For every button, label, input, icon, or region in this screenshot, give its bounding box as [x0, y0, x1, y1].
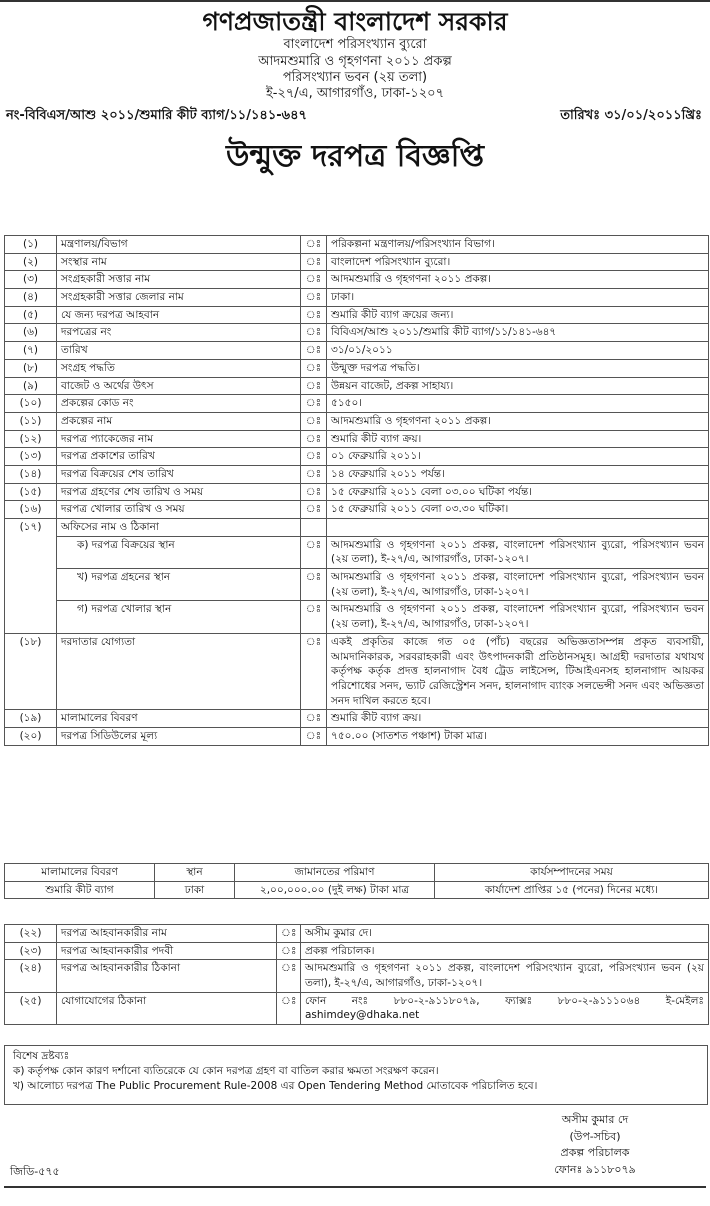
row-label: সংগ্রহকারী সত্তার নাম: [57, 271, 301, 289]
top-rule: [0, 0, 710, 2]
row-label: তারিখ: [57, 342, 301, 360]
row-number: (১৮): [5, 633, 57, 709]
row-label: দরপত্র সিডিউলের মূল্য: [57, 727, 301, 745]
table-row: [5, 342, 709, 360]
signatory-designation: প্রকল্প পরিচালক: [560, 1146, 630, 1159]
row-label: প্রকল্পের কোড নং: [57, 395, 301, 413]
row-separator: ঃ: [301, 465, 327, 483]
row-label: বাজেট ও অর্থের উৎস: [57, 377, 301, 395]
row-number: (১৭): [5, 519, 57, 634]
table-row: [5, 236, 709, 254]
row-number: (৮): [5, 359, 57, 377]
row-separator: ঃ: [277, 960, 301, 992]
row-label: দরপত্রের নং: [57, 324, 301, 342]
row-separator: ঃ: [301, 727, 327, 745]
row-number: (২৩): [5, 942, 57, 960]
header-line-4: ই-২৭/এ, আগারগাঁও, ঢাকা-১২০৭: [265, 86, 445, 101]
row-separator: ঃ: [301, 324, 327, 342]
row-number: (১২): [5, 430, 57, 448]
sub-row-label: খ) দরপত্র গ্রহনের স্থান: [57, 569, 301, 601]
goods-security: ২,০০,০০০.০০ (দুই লক্ষ) টাকা মাত্র: [235, 881, 435, 899]
signature-block: [520, 1112, 670, 1178]
row-value: আদমশুমারি ও গৃহগণনা ২০১১ প্রকল্প, বাংলাদেশ পরিসংখ্যান ব্যুরো, পরিসংখ্যান ভবন (২য় তলা), ই-২৭/এ, আগারগাঁও, ঢাকা-১২০৭।: [301, 960, 709, 992]
row-separator: ঃ: [301, 412, 327, 430]
row-value: প্রকল্প পরিচালক।: [301, 942, 709, 960]
row-value: অসীম কুমার দে।: [301, 925, 709, 943]
row-value: ০১ ফেব্রুয়ারি ২০১১।: [327, 448, 709, 466]
table-row: [5, 377, 709, 395]
row-value: ১৪ ফেব্রুয়ারি ২০১১ পর্যন্ত।: [327, 465, 709, 483]
row-value: ১৫ ফেব্রুয়ারি ২০১১ বেলা ০৩.০০ ঘটিকা পর্যন্ত।: [327, 483, 709, 501]
row-label: সংগ্রহকারী সত্তার জেলার নাম: [57, 289, 301, 307]
bottom-rule: [4, 1186, 706, 1188]
row-separator: ঃ: [301, 289, 327, 307]
row-separator: ঃ: [301, 306, 327, 324]
sub-row: [5, 536, 709, 568]
gd-number: জিডি-৫৭৫: [10, 1165, 60, 1178]
signatory-name: অসীম কুমার দে: [561, 1113, 629, 1126]
row-separator: ঃ: [301, 342, 327, 360]
row-value: শুমারি কীট ব্যাগ ক্রয়ের জন্য।: [327, 306, 709, 324]
goods-time: কার্যাদেশ প্রাপ্তির ১৫ (পনের) দিনের মধ্যে।: [435, 881, 709, 899]
row-separator: ঃ: [277, 925, 301, 943]
goods-header-security: জামানতের পরিমাণ: [235, 864, 435, 882]
row-number: (১): [5, 236, 57, 254]
notice-title: উন্মুক্ত দরপত্র বিজ্ঞপ্তি: [225, 139, 484, 175]
goods-header-time: কার্যসম্পাদনের সময়: [435, 864, 709, 882]
notes-title: বিশেষ দ্রষ্টব্যঃ: [13, 1050, 70, 1062]
table-row: [5, 992, 709, 1024]
sub-row-label: ক) দরপত্র বিক্রয়ের স্থান: [57, 536, 301, 568]
row-label: দরপত্র আহবানকারীর পদবী: [57, 942, 277, 960]
row-label: দরপত্র খোলার তারিখ ও সময়: [57, 501, 301, 519]
table-row: [5, 925, 709, 943]
reference-number: নং-বিবিএস/আশু ২০১১/শুমারি কীট ব্যাগ/১১/১৪১-৬৪৭: [6, 108, 307, 124]
header-line-1: বাংলাদেশ পরিসংখ্যান ব্যুরো: [283, 37, 427, 53]
row-label: যে জন্য দরপত্র আহবান: [57, 306, 301, 324]
header-line-2: আদমশুমারি ও গৃহগণনা ২০১১ প্রকল্প: [258, 53, 452, 69]
goods-desc: শুমারি কীট ব্যাগ: [5, 881, 155, 899]
row-label: দরপত্র প্রকাশের তারিখ: [57, 448, 301, 466]
row-label: দরপত্র গ্রহণের শেষ তারিখ ও সময়: [57, 483, 301, 501]
goods-place: ঢাকা: [155, 881, 235, 899]
row-value: ৫১৫০।: [327, 395, 709, 413]
reference-row: [0, 104, 710, 126]
row-value: শুমারি কীট ব্যাগ ক্রয়।: [327, 430, 709, 448]
row-number: (২০): [5, 727, 57, 745]
row-label: অফিসের নাম ও ঠিকানা: [57, 519, 301, 537]
row-value: ফোন নংঃ ৮৮০-২-৯১১৮০৭৯, ফ্যাক্সঃ ৮৮০-২-৯১১১০৬৪ ই-মেইলঃ ashimdey@dhaka.net: [301, 992, 709, 1024]
row-value: ৭৫০.০০ (সাতশত পঞ্চাশ) টাকা মাত্র।: [327, 727, 709, 745]
row-separator: ঃ: [301, 253, 327, 271]
row-number: (১৫): [5, 483, 57, 501]
row-value: বাংলাদেশ পরিসংখ্যান ব্যুরো।: [327, 253, 709, 271]
row-number: (২৪): [5, 960, 57, 992]
row-number: (২৫): [5, 992, 57, 1024]
row-number: (১৩): [5, 448, 57, 466]
row-label: সংস্থার নাম: [57, 253, 301, 271]
sub-row-value: আদমশুমারি ও গৃহগণনা ২০১১ প্রকল্প, বাংলাদেশ পরিসংখ্যান ব্যুরো, পরিসংখ্যান ভবন (২য় তলা), ই-২৭/এ, আগারগাঁও, ঢাকা-১২০৭।: [327, 536, 709, 568]
contact-info-table: [4, 924, 709, 1025]
table-row: [5, 727, 709, 745]
sub-row-value: আদমশুমারি ও গৃহগণনা ২০১১ প্রকল্প, বাংলাদেশ পরিসংখ্যান ব্যুরো, পরিসংখ্যান ভবন (২য় তলা), ই-২৭/এ, আগারগাঁও, ঢাকা-১২০৭।: [327, 569, 709, 601]
row-label: সংগ্রহ পদ্ধতি: [57, 359, 301, 377]
table-row: [5, 501, 709, 519]
row-number: (২): [5, 253, 57, 271]
row-separator: ঃ: [301, 601, 327, 633]
table-row: [5, 359, 709, 377]
row-number: (৩): [5, 271, 57, 289]
row-separator: ঃ: [301, 483, 327, 501]
row-separator: ঃ: [301, 569, 327, 601]
note-item: ক) কর্তৃপক্ষ কোন কারণ দর্শানো ব্যতিরেকে যে কোন দরপত্র গ্রহণ বা বাতিল করার ক্ষমতা সংরক্ষণ করেন।: [13, 1065, 439, 1078]
row-number: (১০): [5, 395, 57, 413]
table-row: [5, 960, 709, 992]
row-separator: ঃ: [301, 633, 327, 709]
row-number: (৯): [5, 377, 57, 395]
row-separator: ঃ: [301, 236, 327, 254]
row-number: (৪): [5, 289, 57, 307]
table-row: [5, 412, 709, 430]
row-label: দরপত্র আহবানকারীর নাম: [57, 925, 277, 943]
row-value: ৩১/০১/২০১১: [327, 342, 709, 360]
row-number: (১৪): [5, 465, 57, 483]
goods-header-desc: মালামালের বিবরণ: [5, 864, 155, 882]
note-item: খ) আলোচ্য দরপত্র The Public Procurement Rule-2008 এর Open Tendering Method মোতাবেক পরিচালিত হবে।: [13, 1080, 538, 1093]
row-number: (৫): [5, 306, 57, 324]
row-label: মন্ত্রণালয়/বিভাগ: [57, 236, 301, 254]
row-value: আদমশুমারি ও গৃহগণনা ২০১১ প্রকল্প।: [327, 412, 709, 430]
row-value: পরিকল্পনা মন্ত্রণালয়/পরিসংখ্যান বিভাগ।: [327, 236, 709, 254]
row-value: উন্মুক্ত দরপত্র পদ্ধতি।: [327, 359, 709, 377]
tender-info-table: [4, 235, 709, 746]
row-number: (১৬): [5, 501, 57, 519]
row-label: দরদাতার যোগ্যতা: [57, 633, 301, 709]
table-row: [5, 253, 709, 271]
goods-table: [4, 863, 709, 899]
row-separator: ঃ: [301, 536, 327, 568]
sub-row: [5, 601, 709, 633]
table-row: [5, 324, 709, 342]
table-row: [5, 271, 709, 289]
signatory-phone: ফোনঃ ৯১১৮০৭৯: [554, 1162, 636, 1176]
notice-date: তারিখঃ ৩১/০১/২০১১খ্রিঃ: [560, 108, 702, 124]
row-separator: ঃ: [301, 501, 327, 519]
row-label: দরপত্র প্যাকেজের নাম: [57, 430, 301, 448]
row-number: (১৯): [5, 710, 57, 728]
goods-header-place: স্থান: [155, 864, 235, 882]
row-number: (১১): [5, 412, 57, 430]
row-label: দরপত্র আহবানকারীর ঠিকানা: [57, 960, 277, 992]
table-row: [5, 395, 709, 413]
row-separator: ঃ: [277, 992, 301, 1024]
header: [0, 6, 710, 102]
sub-row-value: আদমশুমারি ও গৃহগণনা ২০১১ প্রকল্প, বাংলাদেশ পরিসংখ্যান ব্যুরো, পরিসংখ্যান ভবন (২য় তলা), ই-২৭/এ, আগারগাঁও, ঢাকা-১২০৭।: [327, 601, 709, 633]
row-separator: ঃ: [301, 377, 327, 395]
row-label: প্রকল্পের নাম: [57, 412, 301, 430]
sub-row: [5, 569, 709, 601]
row-value: উন্নয়ন বাজেট, প্রকল্প সাহায্য।: [327, 377, 709, 395]
row-value: বিবিএস/আশু ২০১১/শুমারি কীট ব্যাগ/১১/১৪১-৬৪৭: [327, 324, 709, 342]
row-separator: ঃ: [301, 359, 327, 377]
row-label: যোগাযোগের ঠিকানা: [57, 992, 277, 1024]
table-row: [5, 430, 709, 448]
row-separator: ঃ: [301, 430, 327, 448]
table-row: [5, 465, 709, 483]
sub-row-label: গ) দরপত্র খোলার স্থান: [57, 601, 301, 633]
table-row: [5, 710, 709, 728]
row-number: (৬): [5, 324, 57, 342]
row-separator: ঃ: [301, 710, 327, 728]
row-value: একই প্রকৃতির কাজে গত ০৫ (পাঁচ) বছরের অভিজ্ঞতাসম্পন্ন প্রকৃত ব্যবসায়ী, আমদানিকারক, সরবরাহকারী এবং উৎপাদনকারী প্রতিষ্ঠানসমূহ। আগ্রহী দরদাতার যথাযথ কর্তৃপক্ষ কর্তৃক প্রদত্ত হালনাগাদ বৈধ ট্রেড লাইসেন্স, টিআইএনসহ হালনাগাদ আয়কর পরিশোধের সনদ, ভ্যাট রেজিস্ট্রেশন সনদ, হালনাগাদ ব্যাংক সলভেন্সী সনদ এবং অভিজ্ঞতা সনদ দাখিল করতে হবে।: [327, 633, 709, 709]
row-label: মালামালের বিবরণ: [57, 710, 301, 728]
table-row: [5, 306, 709, 324]
table-row: [5, 633, 709, 709]
table-row: [5, 289, 709, 307]
government-title: গণপ্রজাতন্ত্রী বাংলাদেশ সরকার: [202, 7, 508, 36]
row-value: ঢাকা।: [327, 289, 709, 307]
table-row: [5, 448, 709, 466]
special-notes: [4, 1045, 708, 1105]
signatory-rank: (উপ-সচিব): [569, 1129, 621, 1143]
table-row: [5, 519, 709, 537]
row-label: দরপত্র বিক্রয়ের শেষ তারিখ: [57, 465, 301, 483]
row-separator: ঃ: [277, 942, 301, 960]
row-value: ১৫ ফেব্রুয়ারি ২০১১ বেলা ০৩.৩০ ঘটিকা।: [327, 501, 709, 519]
row-separator: ঃ: [301, 395, 327, 413]
row-value: শুমারি কীট ব্যাগ ক্রয়।: [327, 710, 709, 728]
row-separator: ঃ: [301, 271, 327, 289]
empty-cell: [301, 519, 327, 537]
empty-cell: [327, 519, 709, 537]
row-number: (৭): [5, 342, 57, 360]
header-line-3: পরিসংখ্যান ভবন (২য় তলা): [282, 69, 428, 85]
row-number: (২২): [5, 925, 57, 943]
row-separator: ঃ: [301, 448, 327, 466]
table-row: [5, 942, 709, 960]
table-row: [5, 483, 709, 501]
row-value: আদমশুমারি ও গৃহগণনা ২০১১ প্রকল্প।: [327, 271, 709, 289]
